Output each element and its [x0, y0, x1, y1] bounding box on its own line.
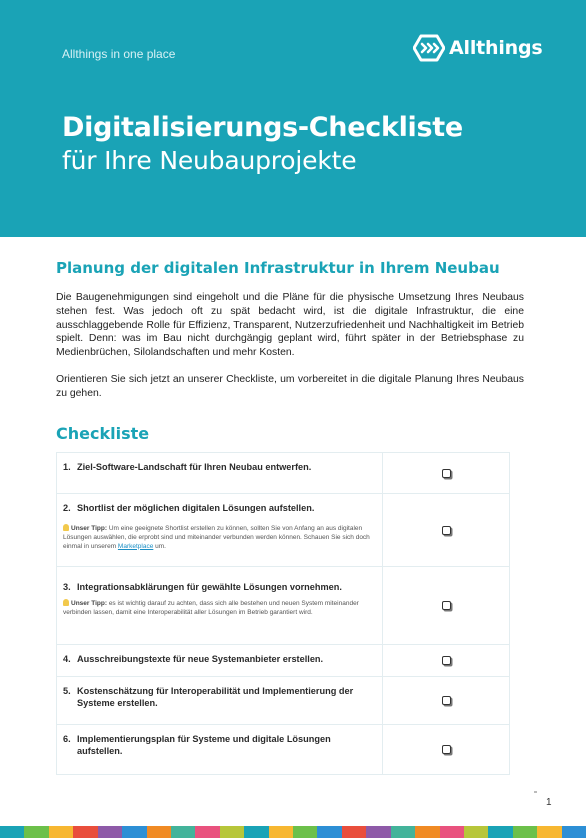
checkbox-cell	[383, 494, 509, 566]
checklist-item-cell	[57, 645, 383, 676]
checklist-row-2	[57, 493, 509, 566]
checklist-item-title	[63, 685, 374, 709]
color-stripe-segment	[488, 826, 512, 838]
color-stripe-segment	[195, 826, 219, 838]
color-stripe-segment	[513, 826, 537, 838]
color-stripe-segment	[24, 826, 48, 838]
color-stripe-segment	[244, 826, 268, 838]
item-number: 2.	[63, 503, 71, 513]
checkbox[interactable]	[442, 526, 451, 535]
item-number: 6.	[63, 734, 71, 744]
color-stripe-segment	[147, 826, 171, 838]
item-text: Ziel-Software-Landschaft für Ihren Neubau entwerfen.	[77, 462, 312, 472]
color-stripe-segment	[317, 826, 341, 838]
item-number: 1.	[63, 462, 71, 472]
tip-text	[63, 599, 374, 618]
checkbox[interactable]	[442, 696, 451, 705]
tip-body: Um eine geeignete Shortlist erstellen zu können, sollten Sie von Anfang an aus digitalen Lösungen auswählen, die erprobt sind und miteinander verbunden werden können. Schauen Sie sich doch einmal in unserem	[63, 525, 370, 550]
page-title: Digitalisierungs-Checkliste	[62, 112, 463, 143]
tip-label: Unser Tipp:	[71, 525, 107, 532]
color-stripe-segment	[391, 826, 415, 838]
color-stripe-segment	[73, 826, 97, 838]
header-banner	[0, 0, 586, 237]
checklist-row-4	[57, 644, 509, 676]
color-stripe-segment	[537, 826, 561, 838]
checklist-item-cell	[57, 567, 383, 644]
checklist-table	[56, 452, 510, 775]
color-stripe-segment	[171, 826, 195, 838]
page-subtitle: für Ihre Neubauprojekte	[62, 146, 357, 175]
checklist-row-3	[57, 566, 509, 644]
checklist-row-1	[57, 453, 509, 493]
allthings-logo-icon	[413, 34, 445, 62]
color-stripe-segment	[342, 826, 366, 838]
color-stripe-segment	[464, 826, 488, 838]
tip-label: Unser Tipp:	[71, 600, 107, 607]
checkbox[interactable]	[442, 745, 451, 754]
checklist-row-5	[57, 676, 509, 724]
checkbox[interactable]	[442, 656, 451, 665]
checklist-item-title	[63, 733, 374, 757]
color-stripe-segment	[0, 826, 24, 838]
color-stripe-segment	[366, 826, 390, 838]
page-mark	[534, 791, 537, 793]
checklist-item-cell	[57, 494, 383, 566]
tip-body: es ist wichtig darauf zu achten, dass sich alle bestehen und neuen System miteinander verbinden lassen, damit eine Interoperabilität aller Lösungen im Betrieb garantiert wird.	[63, 600, 359, 616]
checklist-heading: Checkliste	[56, 424, 150, 443]
marketplace-link[interactable]: Marketplace	[117, 542, 154, 550]
tip-text	[63, 524, 374, 551]
checklist-item-cell	[57, 453, 383, 493]
checklist-item-title	[63, 461, 374, 473]
section-heading: Planung der digitalen Infrastruktur in Ihrem Neubau	[56, 259, 500, 277]
checklist-item-title	[63, 502, 374, 514]
lightbulb-icon	[63, 599, 69, 606]
color-stripe-segment	[220, 826, 244, 838]
color-stripe-segment	[269, 826, 293, 838]
checkbox[interactable]	[442, 601, 451, 610]
item-text: Integrationsabklärungen für gewählte Lösungen vornehmen.	[77, 582, 342, 592]
allthings-logo	[413, 34, 543, 62]
tagline: Allthings in one place	[62, 47, 176, 61]
intro-paragraph-2: Orientieren Sie sich jetzt an unserer Checkliste, um vorbereitet in die digitale Planung Ihres Neubaus zu gehen.	[56, 374, 524, 399]
color-stripe-segment	[49, 826, 73, 838]
color-stripe-segment	[293, 826, 317, 838]
lightbulb-icon	[63, 524, 69, 531]
item-text: Implementierungsplan für Systeme und digitale Lösungen aufstellen.	[77, 734, 331, 756]
color-stripe-segment	[415, 826, 439, 838]
checkbox-cell	[383, 725, 509, 774]
checklist-item-cell	[57, 725, 383, 774]
checklist-item-title	[63, 581, 374, 593]
item-text: Shortlist der möglichen digitalen Lösungen aufstellen.	[77, 503, 315, 513]
checkbox-cell	[383, 453, 509, 493]
item-text: Ausschreibungstexte für neue Systemanbieter erstellen.	[77, 654, 324, 664]
checklist-row-6	[57, 724, 509, 774]
color-stripe-segment	[440, 826, 464, 838]
page-number: 1	[546, 797, 552, 808]
item-number: 4.	[63, 654, 71, 664]
item-number: 3.	[63, 582, 71, 592]
checklist-item-cell	[57, 677, 383, 724]
color-stripe-segment	[562, 826, 586, 838]
checkbox[interactable]	[442, 469, 451, 478]
checkbox-cell	[383, 645, 509, 676]
intro-paragraph-1: Die Baugenehmigungen sind eingeholt und die Pläne für die physische Umsetzung Ihres Neubaus stehen fest. Was jedoch oft zu spät bedacht wird, ist die digitale Infrastruktur, die eine ausschlaggebende Rolle für Effizienz, Transparent, Nutzerzufriedenheit und Nachhaltigkeit im Betrieb spielt. Denn: was im Bau nicht durchgängig geplant wird, führt später in der Betriebsphase zu Medienbrüchen, Silolandschaften und mehr Kosten.	[56, 292, 524, 359]
checkbox-cell	[383, 567, 509, 644]
color-stripe-segment	[98, 826, 122, 838]
color-stripe-segment	[122, 826, 146, 838]
tip-end: um.	[155, 542, 166, 550]
checkbox-cell	[383, 677, 509, 724]
logo-wordmark: Allthings	[449, 37, 543, 59]
item-text: Kostenschätzung für Interoperabilität und Implementierung der Systeme erstellen.	[77, 686, 354, 708]
checklist-item-title	[63, 653, 374, 665]
color-stripe-bar	[0, 826, 586, 838]
item-number: 5.	[63, 686, 71, 696]
